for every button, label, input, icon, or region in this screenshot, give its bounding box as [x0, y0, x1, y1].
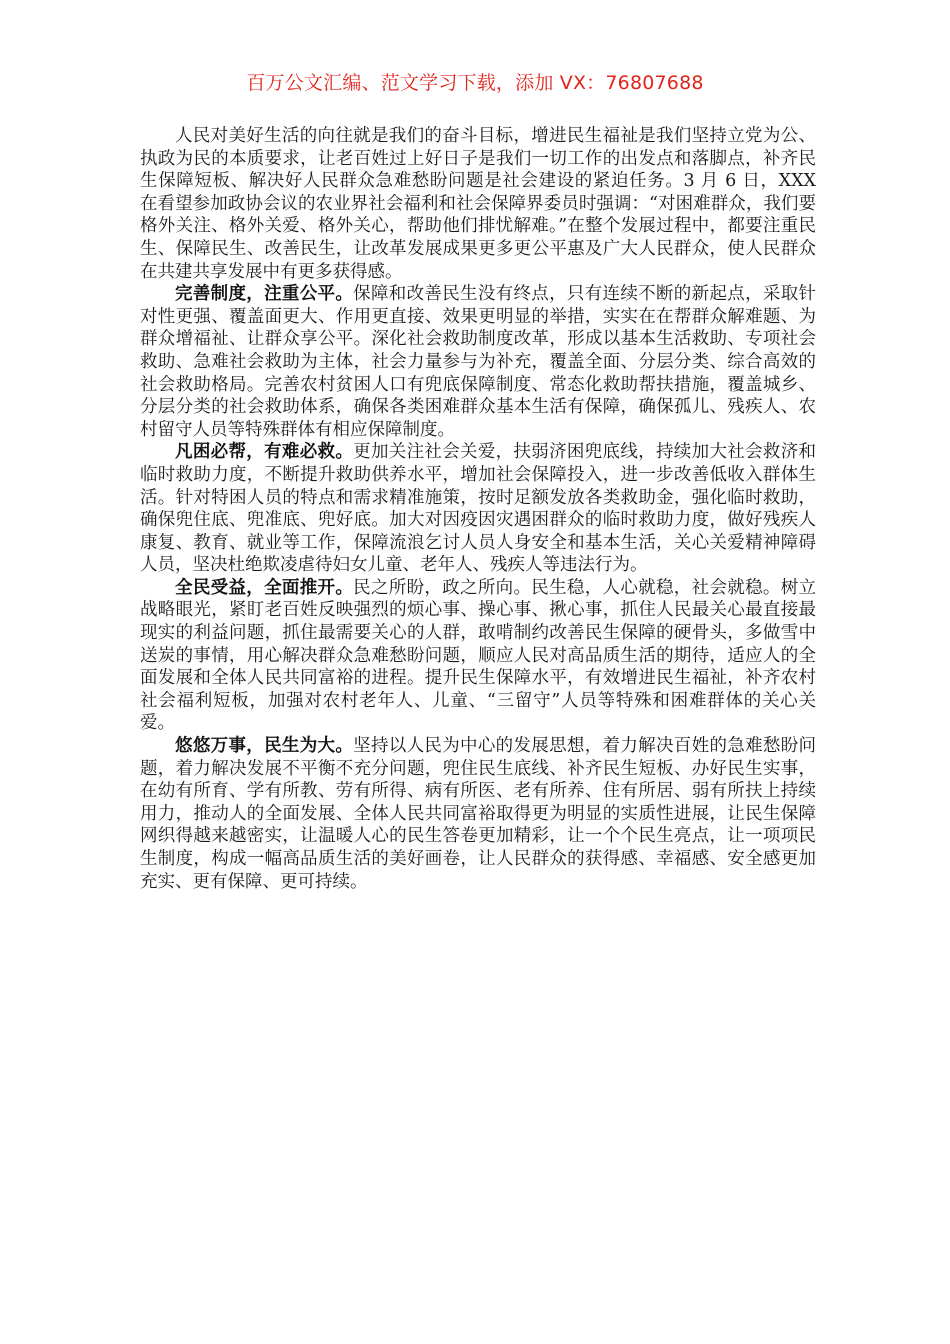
download-banner: 百万公文汇编、范文学习下载，添加 VX：76807688 — [246, 72, 704, 94]
section-text-4: 坚持以人民为中心的发展思想，着力解决百姓的急难愁盼问题，着力解决发展不平衡不充分问题，兜住民生底线、补齐民生短板、办好民生实事，在幼有所育、学有所教、劳有所得、病有所医、老有所养、住有所居、弱有所扶上持续用力，推动人的全面发展、全体人民共同富裕取得更为明显的实质性进展，让民生保障网织得越来越密实，让温暖人心的民生答卷更加精彩，让一个个民生亮点，让一项项民生制度，构成一幅高品质生活的美好画卷，让人民群众的获得感、幸福感、安全感更加充实、更有保障、更可持续。 — [140, 736, 817, 892]
section-paragraph-3 — [140, 577, 816, 735]
section-lead-3: 全民受益，全面推开。 — [175, 577, 354, 598]
section-text-3: 民之所盼，政之所向。民生稳，人心就稳，社会就稳。树立战略眼光，紧盯老百姓反映强烈的烦心事、操心事、揪心事，抓住人民最关心最直接最现实的利益问题，抓住最需要关心的人群，敢啃制约改善民生保障的硬骨头，多做雪中送炭的事情，用心解决群众急难愁盼问题，顺应人民对高品质生活的期待，适应人的全面发展和全体人民共同富裕的进程。提升民生保障水平，有效增进民生福祉，补齐农村社会福利短板，加强对农村老年人、儿童、“三留守”人员等特殊和困难群体的关心关爱。 — [140, 577, 817, 734]
section-paragraph-4 — [140, 735, 816, 893]
section-text-2: 更加关注社会关爱，扶弱济困兜底线，持续加大社会救济和临时救助力度，不断提升救助供养水平，增加社会保障投入，进一步改善低收入群体生活。针对特困人员的特点和需求精准施策，按时足额发放各类救助金，强化临时救助，确保兜住底、兜准底、兜好底。加大对因疫因灾遇困群众的临时救助力度，做好残疾人康复、教育、就业等工作，保障流浪乞讨人员人身安全和基本生活，关心关爱精神障碍人员，坚决杜绝欺凌虐待妇女儿童、老年人、残疾人等违法行为。 — [140, 442, 817, 576]
section-paragraph-2 — [140, 441, 816, 577]
section-lead-2: 凡困必帮，有难必救。 — [175, 442, 354, 463]
document-body — [140, 125, 816, 893]
section-lead-1: 完善制度，注重公平。 — [175, 284, 354, 305]
section-lead-4: 悠悠万事，民生为大。 — [175, 736, 354, 757]
section-text-1: 保障和改善民生没有终点，只有连续不断的新起点，采取针对性更强、覆盖面更大、作用更直接、效果更明显的举措，实实在在帮群众解难题、为群众增福祉、让群众享公平。深化社会救助制度改革，形成以基本生活救助、专项社会救助、急难社会救助为主体，社会力量参与为补充，覆盖全面、分层分类、综合高效的社会救助格局。完善农村贫困人口有兜底保障制度、常态化救助帮扶措施，覆盖城乡、分层分类的社会救助体系，确保各类困难群众基本生活有保障，确保孤儿、残疾人、农村留守人员等特殊群体有相应保障制度。 — [140, 284, 817, 440]
intro-paragraph: 人民对美好生活的向往就是我们的奋斗目标，增进民生福祉是我们坚持立党为公、执政为民的本质要求，让老百姓过上好日子是我们一切工作的出发点和落脚点，补齐民生保障短板、解决好人民群众急难愁盼问题是社会建设的紧迫任务。3 月 6 日，XXX 在看望参加政协会议的农业界社会福利和社会保障界委员时强调：“对困难群众，我们要格外关注、格外关爱、格外关心，帮助他们排忧解难。”在整个发展过程中，都要注重民生、保障民生、改善民生，让改革发展成果更多更公平惠及广大人民群众，使人民群众在共建共享发展中有更多获得感。 — [140, 126, 816, 282]
section-paragraph-1 — [140, 283, 816, 441]
